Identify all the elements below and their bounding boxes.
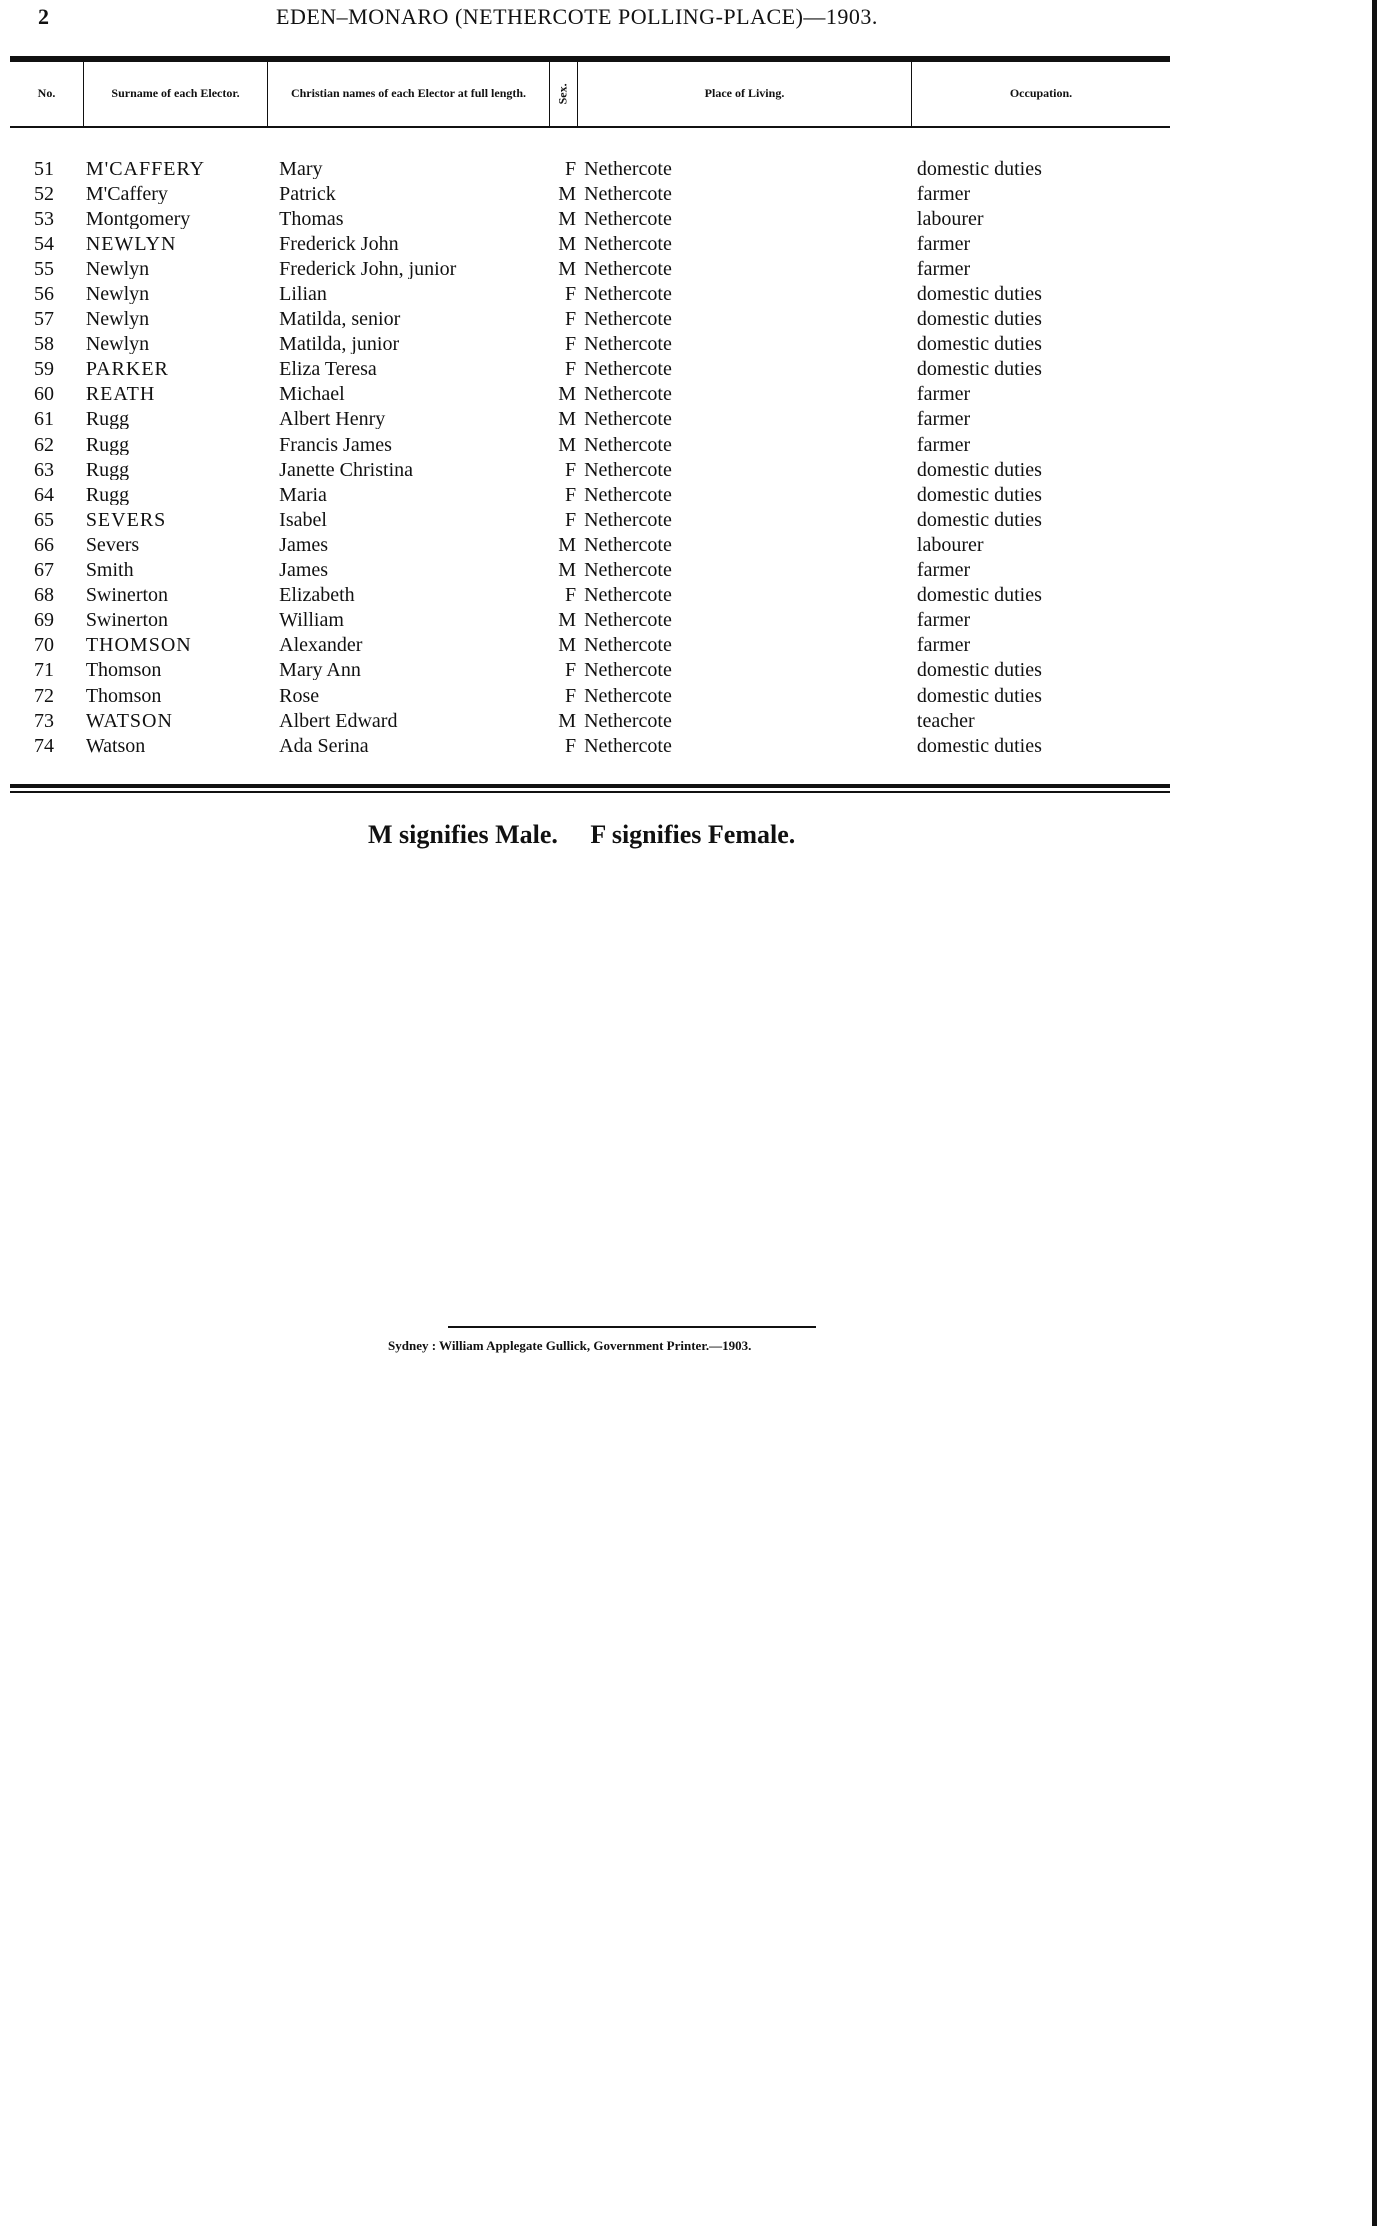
cell-no: 67	[34, 560, 54, 581]
cell-place: Nethercote	[584, 359, 672, 380]
cell-no: 73	[34, 710, 54, 731]
cell-no: 51	[34, 158, 54, 179]
cell-sex: F	[564, 359, 577, 380]
cell-surname: M'Caffery	[85, 183, 168, 204]
cell-no: 52	[34, 183, 54, 204]
cell-place: Nethercote	[584, 585, 672, 606]
page-edge-border	[1372, 0, 1377, 2226]
table-header	[10, 62, 1170, 128]
cell-place: Nethercote	[584, 258, 672, 279]
cell-christian-names: Alexander	[279, 635, 363, 656]
table-row	[10, 357, 1170, 382]
cell-sex: M	[558, 560, 577, 581]
cell-surname: NEWLYN	[85, 233, 177, 254]
cell-christian-names: Michael	[279, 384, 345, 405]
cell-place: Nethercote	[584, 560, 672, 581]
header-sex-label: Sex.	[555, 83, 570, 105]
cell-christian-names: Matilda, senior	[279, 309, 401, 330]
cell-christian-names: Thomas	[279, 208, 344, 229]
cell-no: 55	[34, 258, 54, 279]
cell-occupation: domestic duties	[916, 359, 1042, 380]
cell-sex: M	[558, 384, 577, 405]
cell-place: Nethercote	[584, 208, 672, 229]
table-row	[10, 256, 1170, 281]
cell-christian-names: Frederick John	[279, 233, 399, 254]
cell-sex: F	[564, 660, 577, 681]
cell-surname: Watson	[85, 735, 146, 756]
cell-christian-names: Patrick	[279, 183, 336, 204]
cell-place: Nethercote	[584, 284, 672, 305]
cell-place: Nethercote	[584, 635, 672, 656]
cell-place: Nethercote	[584, 610, 672, 631]
table-row	[10, 307, 1170, 332]
table-row	[10, 733, 1170, 758]
electoral-roll-table	[10, 56, 1170, 756]
table-row	[10, 281, 1170, 306]
table-row	[10, 708, 1170, 733]
table-body	[10, 156, 1170, 758]
table-row	[10, 407, 1170, 432]
cell-surname: Severs	[85, 534, 140, 555]
cell-surname: Swinerton	[85, 610, 169, 631]
cell-place: Nethercote	[584, 710, 672, 731]
cell-christian-names: Albert Henry	[279, 409, 386, 430]
header-place-of-living: Place of Living.	[578, 62, 912, 126]
cell-sex: M	[558, 233, 577, 254]
cell-occupation: farmer	[916, 635, 971, 656]
page-number: 2	[38, 4, 49, 29]
header-no: No.	[10, 62, 84, 126]
table-bottom-rule	[10, 784, 1170, 788]
cell-no: 54	[34, 233, 54, 254]
cell-no: 63	[34, 459, 54, 480]
cell-occupation: farmer	[916, 183, 971, 204]
cell-occupation: domestic duties	[916, 158, 1042, 179]
cell-no: 56	[34, 284, 54, 305]
cell-surname: Newlyn	[85, 309, 150, 330]
cell-place: Nethercote	[584, 459, 672, 480]
cell-surname: Swinerton	[85, 585, 169, 606]
sex-legend	[368, 820, 821, 850]
cell-christian-names: James	[279, 534, 329, 555]
cell-sex: F	[564, 334, 577, 355]
cell-occupation: teacher	[916, 710, 975, 731]
cell-no: 57	[34, 309, 54, 330]
cell-no: 65	[34, 509, 54, 530]
cell-surname: Rugg	[85, 459, 130, 480]
cell-surname: Smith	[85, 560, 134, 581]
table-row	[10, 658, 1170, 683]
cell-sex: M	[558, 610, 577, 631]
cell-christian-names: Ada Serina	[279, 735, 369, 756]
cell-christian-names: Janette Christina	[279, 459, 414, 480]
cell-sex: F	[564, 284, 577, 305]
cell-occupation: domestic duties	[916, 309, 1042, 330]
cell-sex: F	[564, 309, 577, 330]
table-row	[10, 156, 1170, 181]
cell-surname: Rugg	[85, 434, 130, 455]
cell-occupation: domestic duties	[916, 284, 1042, 305]
cell-christian-names: Francis James	[279, 434, 392, 455]
legend-female: F signifies Female.	[590, 820, 796, 849]
cell-sex: M	[558, 183, 577, 204]
cell-occupation: farmer	[916, 384, 971, 405]
cell-christian-names: William	[279, 610, 344, 631]
cell-no: 74	[34, 735, 54, 756]
cell-no: 58	[34, 334, 54, 355]
cell-no: 64	[34, 484, 54, 505]
cell-place: Nethercote	[584, 484, 672, 505]
cell-place: Nethercote	[584, 534, 672, 555]
cell-occupation: farmer	[916, 233, 971, 254]
cell-occupation: domestic duties	[916, 484, 1042, 505]
imprint-rule	[448, 1326, 816, 1328]
cell-occupation: labourer	[916, 534, 984, 555]
cell-surname: WATSON	[85, 710, 173, 731]
cell-surname: Newlyn	[85, 334, 150, 355]
table-row	[10, 633, 1170, 658]
cell-sex: F	[564, 585, 577, 606]
header-occupation: Occupation.	[1009, 86, 1073, 101]
cell-sex: F	[564, 459, 577, 480]
table-row	[10, 683, 1170, 708]
cell-sex: M	[558, 635, 577, 656]
cell-surname: Newlyn	[85, 258, 150, 279]
table-row	[10, 206, 1170, 231]
cell-place: Nethercote	[584, 334, 672, 355]
cell-place: Nethercote	[584, 233, 672, 254]
cell-occupation: domestic duties	[916, 459, 1042, 480]
cell-surname: Newlyn	[85, 284, 150, 305]
cell-christian-names: Isabel	[279, 509, 327, 530]
table-row	[10, 482, 1170, 507]
cell-place: Nethercote	[584, 183, 672, 204]
cell-christian-names: Mary	[279, 158, 323, 179]
cell-no: 62	[34, 434, 54, 455]
table-row	[10, 332, 1170, 357]
cell-occupation: domestic duties	[916, 334, 1042, 355]
cell-occupation: domestic duties	[916, 509, 1042, 530]
cell-occupation: domestic duties	[916, 585, 1042, 606]
cell-sex: F	[564, 685, 577, 706]
cell-occupation: farmer	[916, 258, 971, 279]
cell-no: 60	[34, 384, 54, 405]
cell-surname: Thomson	[85, 685, 162, 706]
cell-sex: M	[558, 208, 577, 229]
cell-occupation: farmer	[916, 434, 971, 455]
table-bottom-thin-rule	[10, 791, 1170, 793]
table-row	[10, 457, 1170, 482]
cell-no: 69	[34, 610, 54, 631]
cell-christian-names: Rose	[279, 685, 320, 706]
cell-surname: SEVERS	[85, 509, 167, 530]
cell-surname: REATH	[85, 384, 156, 405]
cell-place: Nethercote	[584, 685, 672, 706]
cell-christian-names: Elizabeth	[279, 585, 355, 606]
cell-place: Nethercote	[584, 660, 672, 681]
cell-sex: F	[564, 735, 577, 756]
cell-christian-names: Maria	[279, 484, 327, 505]
cell-surname: Rugg	[85, 409, 130, 430]
cell-christian-names: Albert Edward	[279, 710, 398, 731]
cell-place: Nethercote	[584, 409, 672, 430]
cell-sex: M	[558, 710, 577, 731]
cell-occupation: domestic duties	[916, 735, 1042, 756]
cell-no: 68	[34, 585, 54, 606]
table-row	[10, 382, 1170, 407]
page-title: EDEN–MONARO (NETHERCOTE POLLING-PLACE)—1903.	[276, 4, 878, 29]
cell-place: Nethercote	[584, 309, 672, 330]
cell-occupation: farmer	[916, 409, 971, 430]
cell-surname: Rugg	[85, 484, 130, 505]
cell-surname: Thomson	[85, 660, 162, 681]
cell-surname: PARKER	[85, 359, 169, 380]
table-row	[10, 181, 1170, 206]
cell-no: 61	[34, 409, 54, 430]
cell-christian-names: Frederick John, junior	[279, 258, 457, 279]
table-row	[10, 583, 1170, 608]
cell-no: 72	[34, 685, 54, 706]
header-sex	[550, 62, 578, 126]
cell-place: Nethercote	[584, 735, 672, 756]
cell-sex: M	[558, 434, 577, 455]
cell-sex: F	[564, 509, 577, 530]
cell-christian-names: Matilda, junior	[279, 334, 400, 355]
cell-no: 59	[34, 359, 54, 380]
cell-no: 70	[34, 635, 54, 656]
table-row	[10, 532, 1170, 557]
legend-male: M signifies Male.	[368, 820, 558, 849]
table-row	[10, 608, 1170, 633]
cell-sex: M	[558, 409, 577, 430]
cell-place: Nethercote	[584, 509, 672, 530]
header-christian-names: Christian names of each Elector at full length.	[268, 62, 550, 126]
cell-surname: THOMSON	[85, 635, 192, 656]
table-row	[10, 432, 1170, 457]
cell-place: Nethercote	[584, 384, 672, 405]
cell-sex: M	[558, 534, 577, 555]
cell-occupation: farmer	[916, 560, 971, 581]
cell-place: Nethercote	[584, 434, 672, 455]
cell-christian-names: James	[279, 560, 329, 581]
cell-occupation: labourer	[916, 208, 984, 229]
cell-no: 66	[34, 534, 54, 555]
cell-place: Nethercote	[584, 158, 672, 179]
cell-surname: Montgomery	[85, 208, 191, 229]
header-surname: Surname of each Elector.	[84, 62, 268, 126]
cell-sex: F	[564, 484, 577, 505]
cell-no: 71	[34, 660, 54, 681]
cell-sex: M	[558, 258, 577, 279]
cell-occupation: farmer	[916, 610, 971, 631]
cell-occupation: domestic duties	[916, 685, 1042, 706]
table-row	[10, 231, 1170, 256]
cell-sex: F	[564, 158, 577, 179]
cell-surname: M'CAFFERY	[85, 158, 206, 179]
table-row	[10, 507, 1170, 532]
cell-no: 53	[34, 208, 54, 229]
table-row	[10, 558, 1170, 583]
printer-imprint: Sydney : William Applegate Gullick, Government Printer.—1903.	[388, 1338, 752, 1353]
cell-occupation: domestic duties	[916, 660, 1042, 681]
cell-christian-names: Mary Ann	[279, 660, 361, 681]
cell-christian-names: Eliza Teresa	[279, 359, 377, 380]
cell-christian-names: Lilian	[279, 284, 327, 305]
